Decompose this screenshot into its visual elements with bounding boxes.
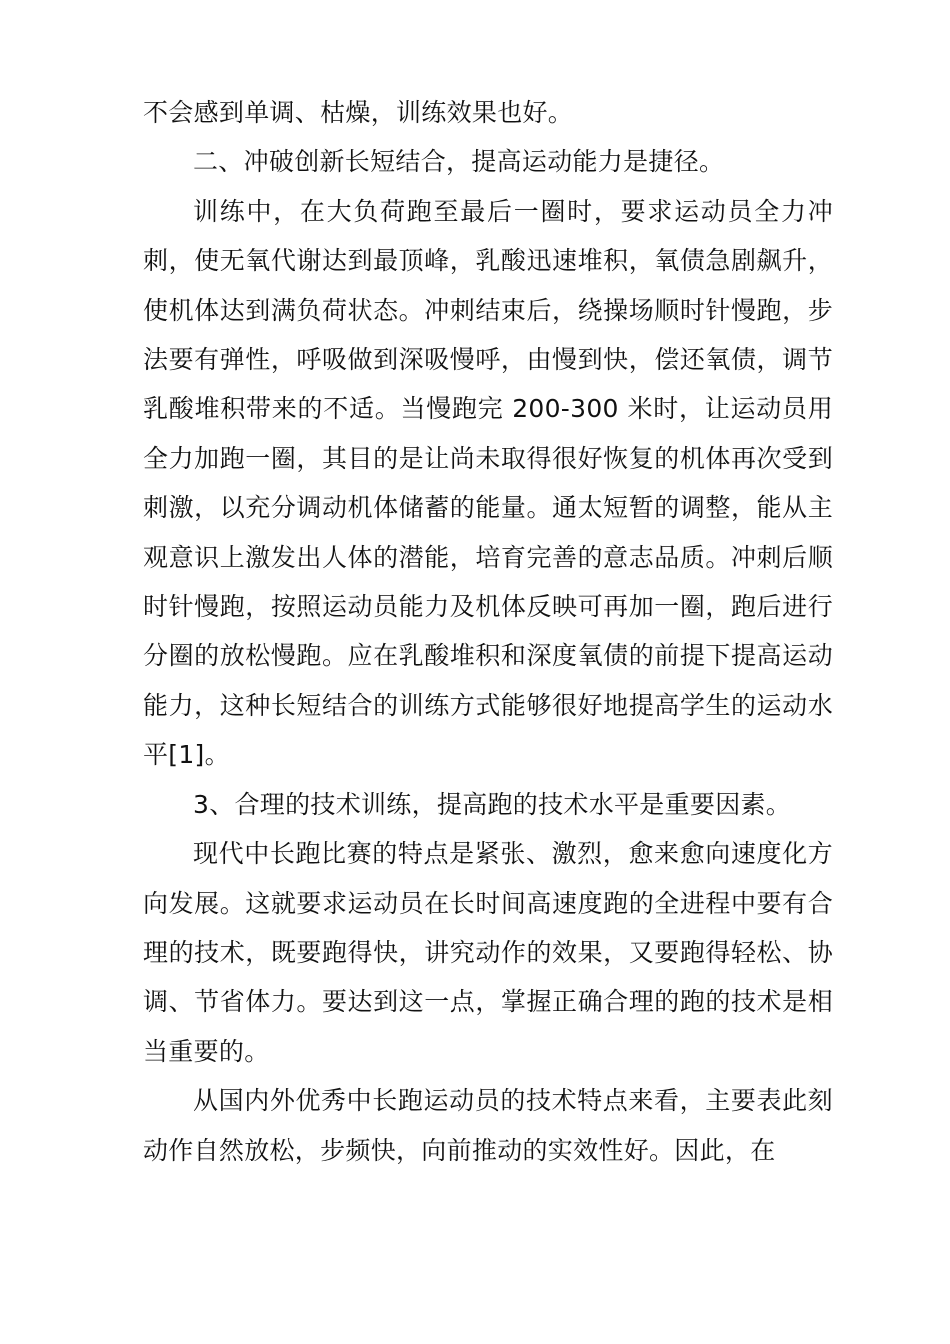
section-heading-three: 3、合理的技术训练，提高跑的技术水平是重要因素。 xyxy=(193,789,792,819)
paragraph-technique: 从国内外优秀中长跑运动员的技术特点来看，主要表此刻动作自然放松，步频快，向前推动的实效性好。因此，在 xyxy=(143,1086,833,1165)
document-page xyxy=(143,88,833,1175)
paragraph-training: 训练中，在大负荷跑至最后一圈时，要求运动员全力冲刺，使无氧代谢达到最顶峰，乳酸迅速堆积，氧债急剧飙升，使机体达到满负荷状态。冲刺结束后，绕操场顺时针慢跑，步法要有弹性，呼吸做到深吸慢呼，由慢到快，偿还氧债，调节乳酸堆积带来的不适。当慢跑完 200-300 米时，让运动员用全力加跑一圈，其目的是让尚未取得很好恢复的机体再次受到刺激，以充分调动机体储蓄的能量。通太短暂的调整，能从主观意识上激发出人体的潜能，培育完善的意志品质。冲刺后顺时针慢跑，按照运动员能力及机体反映可再加一圈，跑后进行分圈的放松慢跑。应在乳酸堆积和深度氧债的前提下提高运动能力，这种长短结合的训练方式能够很好地提高学生的运动水平[1]。 xyxy=(143,196,833,770)
section-heading-two: 二、冲破创新长短结合，提高运动能力是捷径。 xyxy=(193,147,725,177)
paragraph-modern-race: 现代中长跑比赛的特点是紧张、激烈，愈来愈向速度化方向发展。这就要求运动员在长时间高速度跑的全进程中要有合理的技术，既要跑得快，讲究动作的效果，又要跑得轻松、协调、节省体力。要达到这一点，掌握正确合理的跑的技术是相当重要的。 xyxy=(143,839,833,1066)
paragraph-continuation: 不会感到单调、枯燥，训练效果也好。 xyxy=(143,98,574,127)
